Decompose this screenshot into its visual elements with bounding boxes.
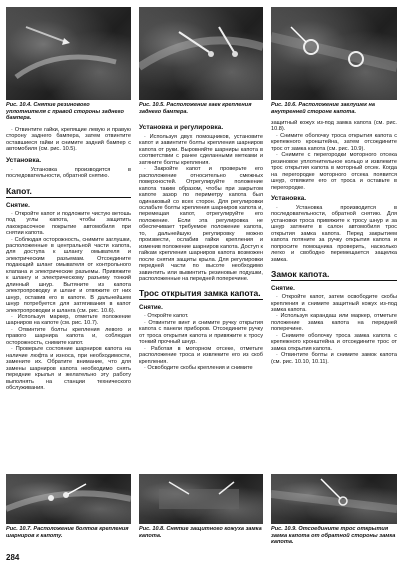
text-column-2	[139, 120, 263, 472]
col3-paragraph: · Используя карандаш или маркер, отметьте положение замка капота на передней поперечине.	[271, 313, 397, 333]
caption-fig-10-7: Рис. 10.7. Расположение болтов крепления шарниров к капоту.	[6, 526, 129, 539]
col3-paragraph: · Откройте капот, затем освободите скобы крепления и снимите защитный кожух из-под замка капота.	[271, 294, 397, 313]
col2-paragraph: · Отвинтите винт и снимите ручку открытия капота с панели приборов. Отсоедините ручку от троса открытия капота и привяжите к тросу тонкий прочный шнур.	[139, 319, 263, 346]
col2-paragraph: · Откройте капот.	[144, 313, 189, 320]
photo-fig-10-4	[6, 7, 131, 100]
col1-heading-removal: Снятие.	[6, 201, 30, 209]
col1-paragraph: · Проверьте состояние шарниров капота на наличие люфта и износа, при необходимости, замените их. Обратите внимание, что для замены шарниров капота необходимо снять передние крылья и желательно эту работу выполнять на станции технического обслуживания.	[6, 346, 131, 391]
col2-paragraph: · Работая в моторном отсеке, отметьте расположение троса и извлеките его из скоб крепления.	[139, 345, 263, 365]
col3-paragraph: · Отвинтите болты и снимите замок капота (см. рис. 10.10, 10.11).	[271, 352, 397, 365]
col3-heading-removal: Снятие.	[271, 285, 295, 293]
col1-heading-install: Установка.	[6, 156, 42, 164]
caption-fig-10-6: Рис. 10.6. Расположение заглушек на внутренней стороне капота.	[271, 102, 376, 115]
photo-fig-10-9-art	[271, 474, 397, 524]
photo-fig-10-4-art	[6, 7, 131, 100]
col3-paragraph: · Снимите оболочку троса замка капота с крепежного кронштейна и отсоедините трос от замка открытия капота.	[271, 332, 397, 352]
photo-fig-10-5-art	[139, 7, 263, 100]
col3-paragraph: · Установка производится в последовательности, обратной снятию. Для установки троса привяжите к тросу шнур и за шнур затяните в салон автомобиля трос открытия замка капота. Перед закрытием капота потяните за ручку открытия капота и попросите помощника проверить, насколько легко и свободно перемещается защелка замка.	[271, 204, 397, 263]
col3-paragraph: защитный кожух из-под замка капота (см. рис. 10.8).	[271, 120, 397, 133]
col3-section-title-lock: Замок капота.	[271, 269, 397, 281]
col1-paragraph: · Отвинтите гайки, крепящие левую и правую сторону заднего бампера, затем отвинтите оставшиеся гайки и снимите задний бампер с автомобиля (см. рис. 10.5).	[6, 127, 131, 153]
text-column-1	[6, 127, 131, 472]
col1-paragraph: · Установка производится в последовательности, обратной снятию.	[6, 166, 131, 180]
col1-paragraph: · Отвинтите болты крепления левого и правого шарнира капота и, соблюдая осторожность, снимите капот.	[6, 326, 131, 346]
photo-fig-10-8	[139, 474, 263, 524]
col1-paragraph: · Используя маркер, отметьте положение шарниров на капоте (см. рис. 10.7).	[6, 313, 131, 327]
caption-fig-10-8: Рис. 10.8. Снятие защитного кожуха замка капота.	[139, 526, 262, 539]
caption-fig-10-9: Рис. 10.9. Отсоедините трос открытия замка капота от обратной стороны замка капота.	[271, 526, 396, 546]
col3-paragraph: · Снимите оболочку троса открытия капота с крепежного кронштейна, затем отсоедините трос от замка капота (см. рис. 10.9).	[271, 132, 397, 152]
photo-fig-10-7	[6, 474, 131, 524]
caption-fig-10-4: Рис. 10.4. Снятие резинового уплотнителя с правой стороны заднего бампера.	[6, 102, 124, 122]
col1-section-title-hood: Капот.	[6, 186, 131, 198]
col2-heading-removal: Снятие.	[139, 304, 163, 312]
photo-fig-10-6	[271, 7, 397, 100]
page-number: 284	[6, 553, 20, 562]
col2-heading-install-adjust: Установка и регулировка.	[139, 124, 224, 131]
photo-fig-10-9	[271, 474, 397, 524]
col2-paragraph: · Освободите скобы крепления и снимите	[144, 365, 253, 372]
col3-heading-install: Установка.	[271, 194, 307, 202]
text-column-3	[271, 120, 397, 472]
col2-paragraph: · Закройте капот и проверьте его расположение относительно смежных поверхностей. Отрегулируйте положение капота таким образом, чтобы при закрытом капоте зазор по периметру капота был одинаковый со всех сторон. Для регулировки ослабьте болты крепления шарниров капота и, перемещая капот, отрегулируйте его положение. Если эта регулировка не обеспечивает требуемое положение капота, то, дальнейшую регулировку можно произвести, ослабив гайки крепления и изменив положение шарниров капота. Доступ к гайкам крепления шарниров капота возможен после снятия защиты крыла. Для регулировки передней части по высоте необходимо завинтить или вывинтить резиновые подушки, расположенные на передней поперечине.	[139, 166, 263, 282]
photo-fig-10-7-art	[6, 474, 131, 524]
col2-paragraph: · Используя двух помощников, установите капот и завинтите болты крепления шарниров капота от руки. Выровняйте шарниры капота в соответствии с ранее сделанными метками и затяните болты крепления.	[139, 134, 263, 166]
photo-fig-10-6-art	[271, 7, 397, 100]
col1-paragraph: · Соблюдая осторожность, снимите заглушки, расположенные в центральной части капота, для доступа к шлангу омывателя и электрическим разъемам. Отсоедините подающий шланг омывателя от контрольного клапана и электрические разъемы. Привяжите к шлангу и электрическому разъему тонкий длинный шнур. Вытяните из капота электропроводку и шланг и отвяжите от них шнур, оставив его в капоте. В дальнейшем шнур потребуется для затягивания в капот электропроводки и шланга (см. рис. 10.6).	[6, 236, 131, 314]
caption-fig-10-5: Рис. 10.5. Расположение гаек крепления заднего бампера.	[139, 102, 252, 115]
col2-section-title-cable: Трос открытия замка капота.	[139, 288, 263, 300]
photo-fig-10-5	[139, 7, 263, 100]
col3-paragraph: · Снимите с перегородки моторного отсека резиновое уплотнительное кольцо и извлеките трос открытия капота в моторный отсек. Когда на перегородке моторного отсека появится шнур, отвяжите его от троса и оставьте в перегородке.	[271, 152, 397, 191]
photo-fig-10-8-art	[139, 474, 263, 524]
col1-paragraph: · Откройте капот и подложите чистую ветошь под углы капота, чтобы защитить лакокрасочное покрытие автомобиля при снятии капота.	[6, 210, 131, 237]
